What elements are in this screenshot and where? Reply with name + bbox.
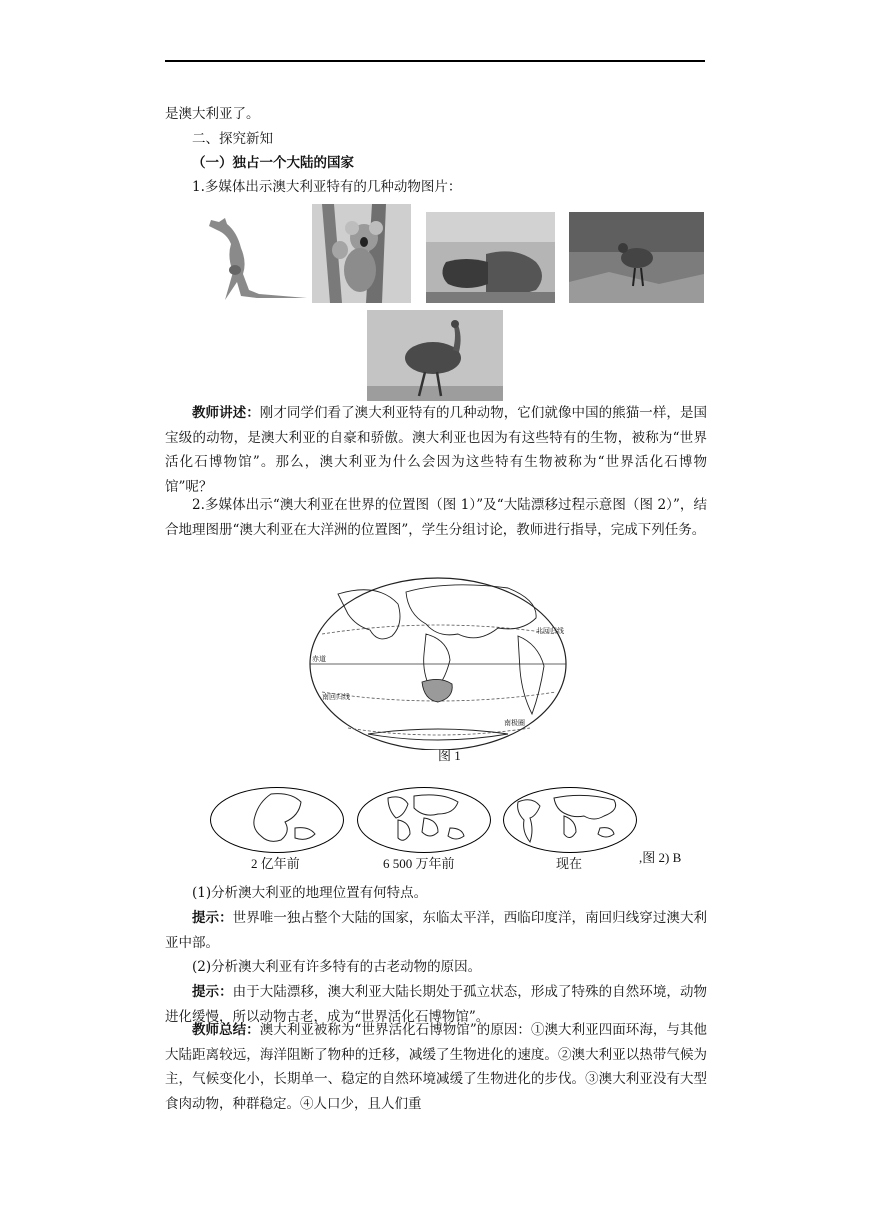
lyrebird-photo [569,212,704,303]
item-1: 1.多媒体出示澳大利亚特有的几种动物图片： [192,179,462,195]
drift-caption-65ma: 6 500 万年前 [383,856,455,871]
hint-2-text: 由于大陆漂移，澳大利亚大陆长期处于孤立状态，形成了特殊的自然环境，动物进化缓慢，所以动物古老，成为“世界活化石博物馆”。 [165,984,708,1025]
teacher-narration-label: 教师讲述： [192,405,260,421]
drift-caption-200ma: 2 亿年前 [251,856,300,871]
figure-1-caption: 图 1 [438,748,461,763]
header-rule [165,60,705,62]
text-line: 是澳大利亚了。 [165,106,260,122]
hint-1-label: 提示： [192,910,233,926]
emu-photo [367,310,503,401]
drift-caption-present: 现在 [556,856,583,871]
koala-photo [312,204,411,303]
teacher-summary-label: 教师总结： [192,1022,260,1038]
kangaroo-photo [197,212,309,302]
teacher-narration [165,401,707,499]
drift-map-present [503,787,637,853]
hint-1 [165,906,707,955]
item-2: 2.多媒体出示“澳大利亚在世界的位置图（图 1）”及“大陆漂移过程示意图（图 2）”，结合地理图册“澳大利亚在大洋洲的位置图”，学生分组讨论，教师进行指导，完成下列任务。 [165,497,707,538]
label-tropic-south: 南回归线 [322,693,350,701]
question-2: (2)分析澳大利亚有许多特有的古老动物的原因。 [192,959,482,975]
label-tropic-north: 北回归线 [536,627,564,635]
teacher-summary [165,1018,707,1116]
drift-map-65ma [357,787,491,853]
question-1: (1)分析澳大利亚的地理位置有何特点。 [192,885,428,901]
label-antarctic-circle: 南极圈 [504,719,525,727]
subsection-heading: （一）独占一个大陆的国家 [192,155,354,171]
section-heading: 二、探究新知 [192,131,273,147]
teacher-narration-text: 刚才同学们看了澳大利亚特有的几种动物，它们就像中国的熊猫一样，是国宝级的动物，是澳大利亚的自豪和骄傲。澳大利亚也因为有这些特有的生物，被称为“世界活化石博物馆”。那么，澳大利亚为什么会因为这些特有生物被称为“世界活化石博物馆”呢？ [165,405,708,495]
platypus-photo [426,212,555,303]
hint-2-label: 提示： [192,984,233,1000]
hint-1-text: 世界唯一独占整个大陆的国家，东临太平洋，西临印度洋，南回归线穿过澳大利亚中部。 [165,910,708,951]
teacher-summary-text: 澳大利亚被称为“世界活化石博物馆”的原因：①澳大利亚四面环海，与其他大陆距离较远，海洋阻断了物种的迁移，减缓了生物进化的速度。②澳大利亚以热带气候为主，气候变化小，长期单一、稳定的自然环境减缓了生物进化的步伐。③澳大利亚没有大型食肉动物，种群稳定。④人口少，且人们重 [165,1022,708,1112]
world-map-figure [308,574,568,750]
figure-2-label: ,图 2) B [639,850,682,865]
drift-map-200ma [210,787,344,853]
label-equator: 赤道 [312,655,326,663]
